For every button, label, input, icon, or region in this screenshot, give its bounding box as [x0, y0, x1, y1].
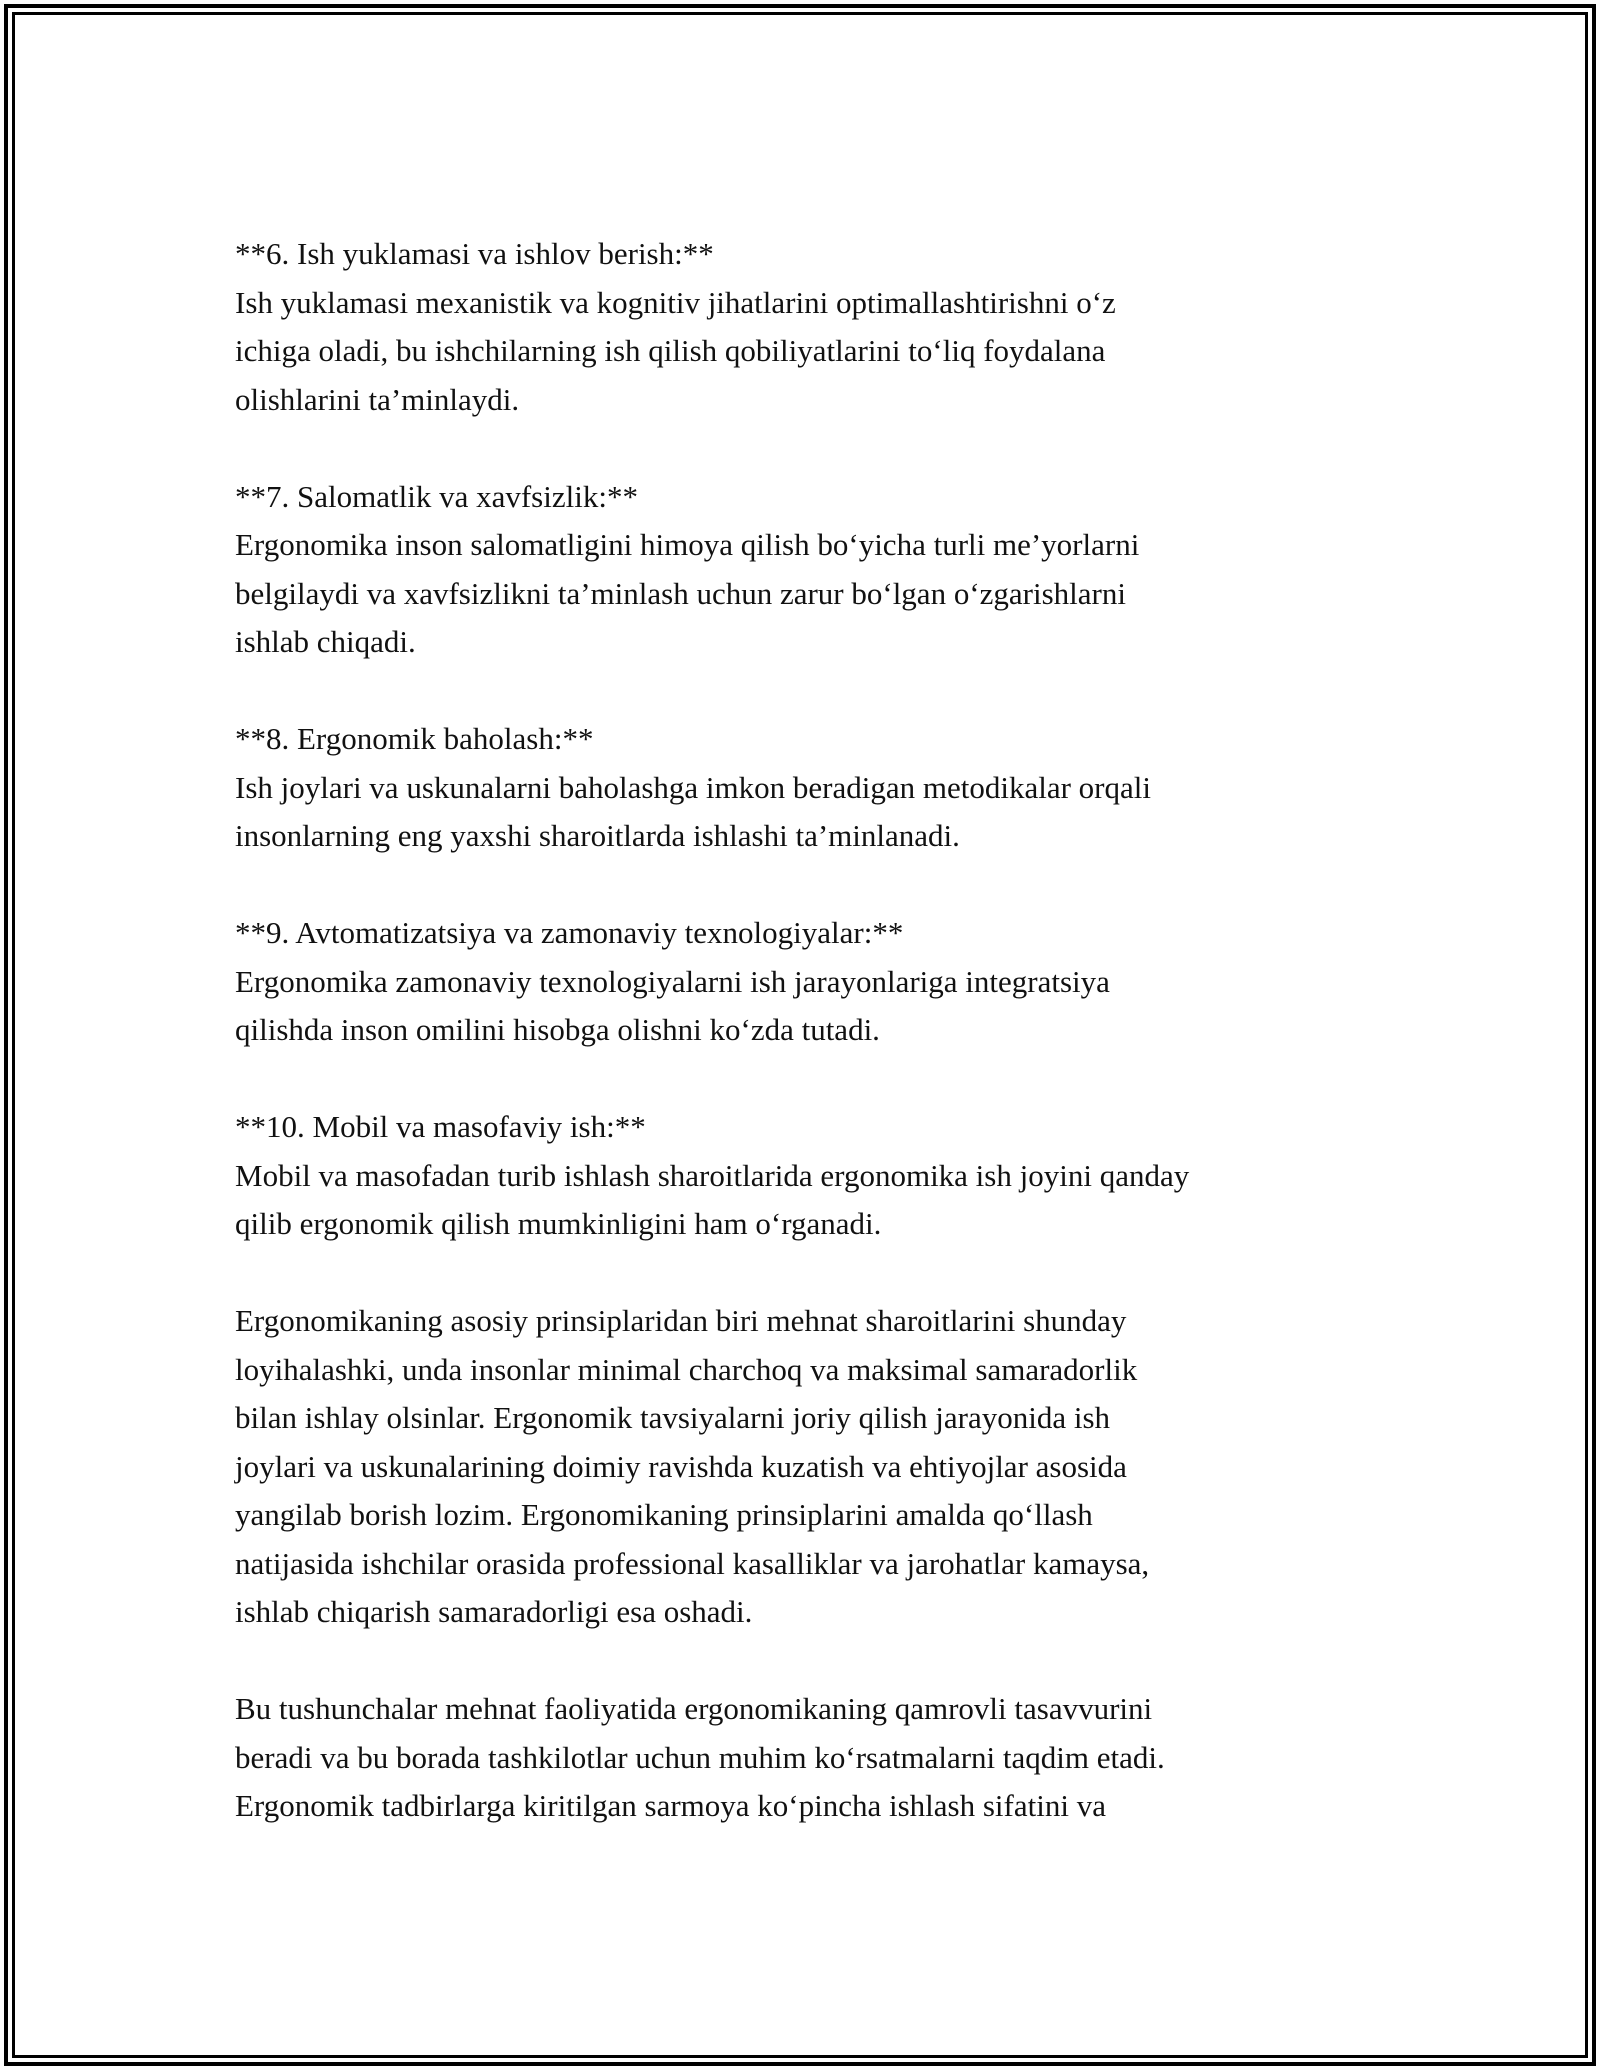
text-line: belgilaydi va xavfsizlikni ta’minlash uchun zarur bo‘lgan o‘zgarishlarni — [235, 575, 1126, 611]
section-heading: **8. Ergonomik baholash:** — [235, 721, 594, 756]
text-line: Ergonomikaning asosiy prinsiplaridan biri mehnat sharoitlarini shunday — [235, 1303, 1127, 1338]
text-line: olishlarini ta’minlaydi. — [235, 381, 520, 417]
text-line: qilib ergonomik qilish mumkinligini ham o‘rganadi. — [235, 1206, 882, 1241]
text-line: joylari va uskunalarining doimiy ravishda kuzatish va ehtiyojlar asosida — [235, 1448, 1127, 1484]
text-line: beradi va bu borada tashkilotlar uchun muhim ko‘rsatmalarni taqdim etadi. — [235, 1739, 1165, 1775]
section-heading: **7. Salomatlik va xavfsizlik:** — [235, 478, 638, 514]
text-line: natijasida ishchilar orasida professional kasalliklar va jarohatlar kamaysa, — [235, 1545, 1150, 1581]
text-line: loyihalashki, unda insonlar minimal charchoq va maksimal samaradorlik — [235, 1351, 1138, 1387]
text-line: Ergonomik tadbirlarga kiritilgan sarmoya ko‘pincha ishlash sifatini va — [235, 1788, 1106, 1823]
paragraph-principles — [235, 1297, 1385, 1637]
text-line: ishlab chiqadi. — [235, 624, 416, 659]
text-line: insonlarning eng yaxshi sharoitlarda ishlashi ta’minlanadi. — [235, 818, 960, 853]
text-line: Ish joylari va uskunalarni baholashga imkon beradigan metodikalar orqali — [235, 769, 1151, 805]
section-7 — [235, 473, 1385, 667]
section-10 — [235, 1103, 1385, 1249]
section-heading: **6. Ish yuklamasi va ishlov berish:** — [235, 236, 714, 271]
text-line: ishlab chiqarish samaradorligi esa oshadi. — [235, 1594, 753, 1629]
text-line: Ergonomika zamonaviy texnologiyalarni ish jarayonlariga integratsiya — [235, 963, 1110, 999]
text-line: yangilab borish lozim. Ergonomikaning prinsiplarini amalda qo‘llash — [235, 1497, 1093, 1532]
section-6 — [235, 230, 1385, 424]
paragraph-conclusion — [235, 1685, 1385, 1831]
section-heading: **10. Mobil va masofaviy ish:** — [235, 1109, 646, 1144]
text-line: Ergonomika inson salomatligini himoya qilish bo‘yicha turli me’yorlarni — [235, 527, 1140, 562]
text-line: Ish yuklamasi mexanistik va kognitiv jihatlarini optimallashtirishni o‘z — [235, 284, 1116, 320]
document-body — [235, 230, 1385, 1831]
section-9 — [235, 909, 1385, 1055]
text-line: bilan ishlay olsinlar. Ergonomik tavsiyalarni joriy qilish jarayonida ish — [235, 1400, 1111, 1435]
text-line: ichiga oladi, bu ishchilarning ish qilish qobiliyatlarini to‘liq foydalana — [235, 333, 1106, 368]
section-8 — [235, 715, 1385, 861]
text-line: Bu tushunchalar mehnat faoliyatida ergonomikaning qamrovli tasavvurini — [235, 1691, 1153, 1726]
text-line: qilishda inson omilini hisobga olishni ko‘zda tutadi. — [235, 1012, 880, 1047]
section-heading: **9. Avtomatizatsiya va zamonaviy texnologiyalar:** — [235, 915, 904, 950]
text-line: Mobil va masofadan turib ishlash sharoitlarida ergonomika ish joyini qanday — [235, 1157, 1190, 1193]
